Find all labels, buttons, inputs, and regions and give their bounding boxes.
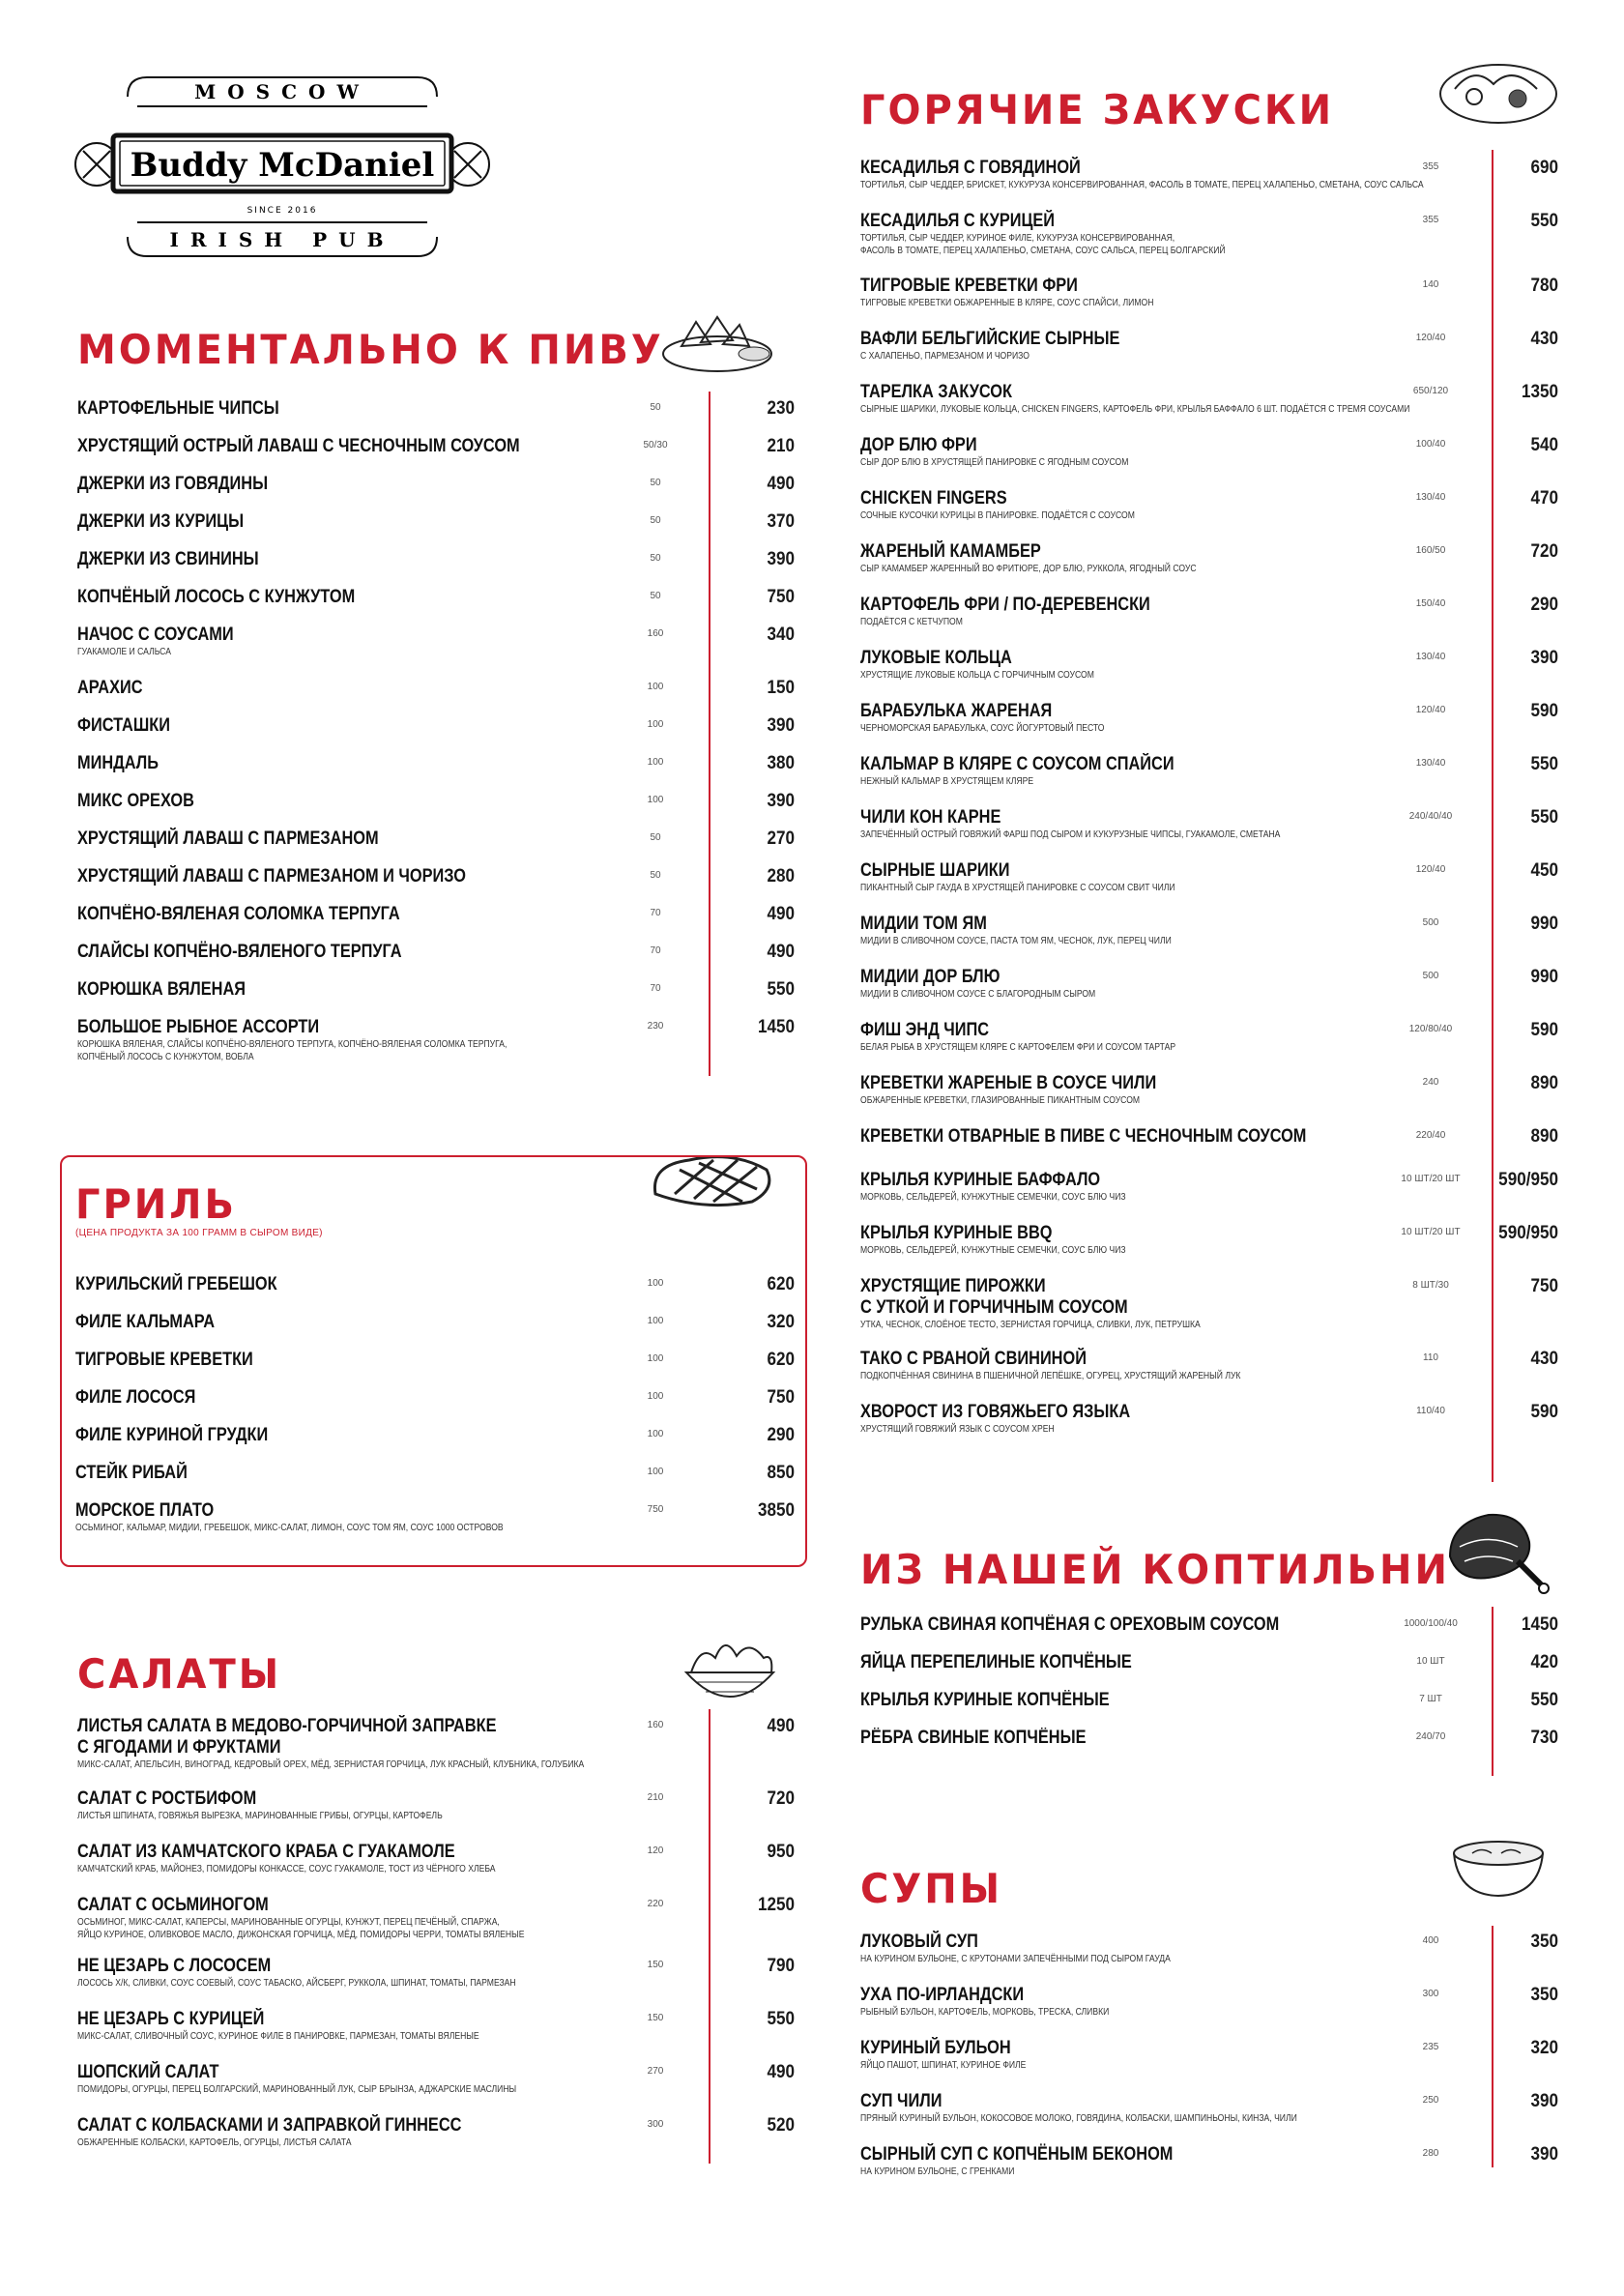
item-price: 550 (1530, 807, 1558, 828)
hot-snacks-section (860, 87, 1335, 134)
item-description: МИКС-САЛАТ, АПЕЛЬСИН, ВИНОГРАД, КЕДРОВЫЙ ОРЕХ, МЁД, ЗЕРНИСТАЯ ГОРЧИЦА, ЛУК КРАСНЫЙ, КЛУБНИКА, ГОЛУБИКА (77, 1759, 585, 1770)
item-price: 590 (1530, 1402, 1558, 1422)
item-description: НА КУРИНОМ БУЛЬОНЕ, С КРУТОНАМИ ЗАПЕЧЁННЫМИ ПОД СЫРОМ ГАУДА (860, 1954, 1171, 1964)
section-title: ГОРЯЧИЕ ЗАКУСКИ (860, 87, 1335, 134)
section-subtitle: (ЦЕНА ПРОДУКТА ЗА 100 ГРАММ В СЫРОМ ВИДЕ) (75, 1228, 323, 1238)
item-description: ОБЖАРЕННЫЕ КОЛБАСКИ, КАРТОФЕЛЬ, ОГУРЦЫ, ЛИСТЬЯ САЛАТА (77, 2137, 352, 2148)
item-price: 550 (1530, 211, 1558, 231)
item-price: 390 (767, 715, 795, 736)
item-weight: 160 (647, 1720, 664, 1730)
item-description: КОРЮШКА ВЯЛЕНАЯ, СЛАЙСЫ КОПЧЁНО-ВЯЛЕНОГО ТЕРПУГА, КОПЧЁНО-ВЯЛЕНАЯ СОЛОМКА ТЕРПУГА, (77, 1039, 508, 1050)
item-weight: 150 (647, 1960, 664, 1970)
item-price: 1450 (1521, 1614, 1558, 1635)
item-weight: 750 (647, 1504, 664, 1515)
item-name: ЖАРЕНЫЙ КАМАМБЕР (860, 541, 1041, 562)
item-description: СЫР ДОР БЛЮ В ХРУСТЯЩЕЙ ПАНИРОВКЕ С ЯГОДНЫМ СОУСОМ (860, 457, 1129, 468)
item-price: 550 (1530, 1690, 1558, 1710)
item-name: ТИГРОВЫЕ КРЕВЕТКИ ФРИ (860, 276, 1078, 296)
item-price: 520 (767, 2115, 795, 2136)
item-price: 550 (767, 979, 795, 1000)
item-weight: 160 (647, 628, 664, 639)
item-weight: 50 (650, 553, 661, 564)
item-name: КАРТОФЕЛЬНЫЕ ЧИПСЫ (77, 398, 279, 419)
logo-top-text: MOSCOW (194, 80, 370, 103)
item-price: 990 (1530, 914, 1558, 934)
price-divider (709, 392, 710, 1076)
item-name: ТАРЕЛКА ЗАКУСОК (860, 382, 1012, 402)
item-name: ТАКО С РВАНОЙ СВИНИНОЙ (860, 1349, 1087, 1369)
item-description: ЧЕРНОМОРСКАЯ БАРАБУЛЬКА, СОУС ЙОГУРТОВЫЙ ПЕСТО (860, 723, 1105, 734)
item-name: ЯЙЦА ПЕРЕПЕЛИНЫЕ КОПЧЁНЫЕ (860, 1652, 1132, 1672)
item-weight: 10 ШТ (1416, 1656, 1445, 1667)
item-description: МИКС-САЛАТ, СЛИВОЧНЫЙ СОУС, КУРИНОЕ ФИЛЕ В ПАНИРОВКЕ, ПАРМЕЗАН, ТОМАТЫ ВЯЛЕНЫЕ (77, 2031, 479, 2042)
item-name: ФИШ ЭНД ЧИПС (860, 1020, 990, 1040)
item-name: МИДИИ ДОР БЛЮ (860, 967, 1000, 987)
item-name: ДЖЕРКИ ИЗ СВИНИНЫ (77, 549, 259, 569)
item-price: 1350 (1521, 382, 1558, 402)
item-name-line2: С ЯГОДАМИ И ФРУКТАМИ (77, 1737, 281, 1758)
item-description: ТОРТИЛЬЯ, СЫР ЧЕДДЕР, КУРИНОЕ ФИЛЕ, КУКУРУЗА КОНСЕРВИРОВАННАЯ, (860, 233, 1175, 244)
item-description: ХРУСТЯЩИЕ ЛУКОВЫЕ КОЛЬЦА С ГОРЧИЧНЫМ СОУСОМ (860, 670, 1094, 681)
item-price: 790 (767, 1956, 795, 1976)
item-weight: 130/40 (1415, 758, 1446, 769)
item-name: НЕ ЦЕЗАРЬ С КУРИЦЕЙ (77, 2009, 265, 2029)
smokehouse-section (860, 1547, 1450, 1594)
item-name: КРЫЛЬЯ КУРИНЫЕ BBQ (860, 1223, 1053, 1243)
item-price: 320 (767, 1312, 795, 1332)
item-weight: 240/40/40 (1408, 811, 1453, 822)
item-name: МИНДАЛЬ (77, 753, 160, 773)
soups-section (860, 1866, 1003, 1913)
item-name: КРЕВЕТКИ ЖАРЕНЫЕ В СОУСЕ ЧИЛИ (860, 1073, 1157, 1093)
item-price: 350 (1530, 1932, 1558, 1952)
item-price: 490 (767, 904, 795, 924)
item-weight: 100 (647, 1467, 664, 1477)
item-price: 420 (1530, 1652, 1558, 1672)
item-name: КОПЧЁНЫЙ ЛОСОСЬ С КУНЖУТОМ (77, 587, 356, 607)
item-price: 390 (767, 549, 795, 569)
item-price: 590/950 (1498, 1223, 1558, 1243)
item-weight: 1000/100/40 (1404, 1618, 1458, 1629)
item-name-line2: С УТКОЙ И ГОРЧИЧНЫМ СОУСОМ (860, 1297, 1128, 1318)
item-description: ТИГРОВЫЕ КРЕВЕТКИ ОБЖАРЕННЫЕ В КЛЯРЕ, СОУС СПАЙСИ, ЛИМОН (860, 298, 1154, 308)
item-weight: 280 (1422, 2148, 1439, 2159)
item-name: CHICKEN FINGERS (860, 488, 1007, 509)
salad-bowl-icon (677, 1629, 783, 1716)
item-name: БОЛЬШОЕ РЫБНОЕ АССОРТИ (77, 1017, 320, 1037)
item-description: ЯЙЦО ПАШОТ, ШПИНАТ, КУРИНОЕ ФИЛЕ (860, 2060, 1027, 2071)
item-weight: 50/30 (643, 440, 668, 450)
item-price: 550 (1530, 754, 1558, 774)
item-description: С ХАЛАПЕНЬО, ПАРМЕЗАНОМ И ЧОРИЗО (860, 351, 1030, 362)
item-price: 150 (767, 678, 795, 698)
item-description: ОБЖАРЕННЫЕ КРЕВЕТКИ, ГЛАЗИРОВАННЫЕ ПИКАНТНЫМ СОУСОМ (860, 1095, 1141, 1106)
item-description: ПОДКОПЧЁННАЯ СВИНИНА В ПШЕНИЧНОЙ ЛЕПЁШКЕ, ОГУРЕЦ, ХРУСТЯЩИЙ ЖАРЕНЫЙ ЛУК (860, 1371, 1241, 1381)
item-name: ВАФЛИ БЕЛЬГИЙСКИЕ СЫРНЫЕ (860, 329, 1120, 349)
item-name: САЛАТ С ОСЬМИНОГОМ (77, 1895, 269, 1915)
item-weight: 150 (647, 2013, 664, 2023)
item-price: 320 (1530, 2038, 1558, 2058)
item-weight: 50 (650, 402, 661, 413)
item-description: ХРУСТЯЩИЙ ГОВЯЖИЙ ЯЗЫК С СОУСОМ ХРЕН (860, 1424, 1055, 1435)
item-price: 990 (1530, 967, 1558, 987)
item-name: ФИЛЕ КУРИНОЙ ГРУДКИ (75, 1425, 269, 1445)
item-name: ШОПСКИЙ САЛАТ (77, 2062, 219, 2082)
item-price: 490 (767, 474, 795, 494)
item-description: МОРКОВЬ, СЕЛЬДЕРЕЙ, КУНЖУТНЫЕ СЕМЕЧКИ, СОУС БЛЮ ЧИЗ (860, 1192, 1126, 1203)
logo-bottom-text: IRISH PUB (169, 228, 395, 251)
section-title: ГРИЛЬ (75, 1181, 237, 1229)
item-weight: 50 (650, 832, 661, 843)
item-weight: 240 (1422, 1077, 1439, 1088)
item-price: 780 (1530, 276, 1558, 296)
item-description: ПРЯНЫЙ КУРИНЫЙ БУЛЬОН, КОКОСОВОЕ МОЛОКО, ГОВЯДИНА, КОЛБАСКИ, ШАМПИНЬОНЫ, КИНЗА, ЧИЛИ (860, 2113, 1297, 2124)
item-weight: 230 (647, 1021, 664, 1032)
item-name: КАЛЬМАР В КЛЯРЕ С СОУСОМ СПАЙСИ (860, 754, 1174, 774)
item-name: МИДИИ ТОМ ЯМ (860, 914, 987, 934)
item-weight: 50 (650, 591, 661, 601)
section-title: САЛАТЫ (77, 1651, 282, 1699)
item-price: 590/950 (1498, 1170, 1558, 1190)
item-weight: 10 ШТ/20 ШТ (1401, 1174, 1461, 1184)
section-title: СУПЫ (860, 1866, 1003, 1913)
item-price: 1250 (757, 1895, 795, 1915)
item-price: 450 (1530, 860, 1558, 881)
item-price: 1450 (757, 1017, 795, 1037)
item-price: 890 (1530, 1126, 1558, 1147)
grill-section (75, 1181, 323, 1238)
item-weight: 100 (647, 795, 664, 805)
item-description: ЛИСТЬЯ ШПИНАТА, ГОВЯЖЬЯ ВЫРЕЗКА, МАРИНОВАННЫЕ ГРИБЫ, ОГУРЦЫ, КАРТОФЕЛЬ (77, 1811, 443, 1821)
item-price: 390 (1530, 2091, 1558, 2111)
item-weight: 10 ШТ/20 ШТ (1401, 1227, 1461, 1237)
item-weight: 100/40 (1415, 439, 1446, 450)
item-price: 490 (767, 1716, 795, 1736)
item-name: СЛАЙСЫ КОПЧЁНО-ВЯЛЕНОГО ТЕРПУГА (77, 942, 402, 962)
item-description: ЗАПЕЧЁННЫЙ ОСТРЫЙ ГОВЯЖИЙ ФАРШ ПОД СЫРОМ И КУКУРУЗНЫЕ ЧИПСЫ, ГУАКАМОЛЕ, СМЕТАНА (860, 829, 1281, 840)
item-weight: 7 ШТ (1419, 1694, 1442, 1704)
item-name: ЛУКОВЫЕ КОЛЬЦА (860, 648, 1012, 668)
item-name: УХА ПО-ИРЛАНДСКИ (860, 1985, 1025, 2005)
item-weight: 8 ШТ/30 (1412, 1280, 1449, 1291)
price-divider (709, 1709, 710, 2164)
logo-since: SINCE 2016 (246, 206, 318, 216)
item-weight: 70 (650, 945, 661, 956)
item-name: САЛАТ ИЗ КАМЧАТСКОГО КРАБА С ГУАКАМОЛЕ (77, 1842, 455, 1862)
item-weight: 100 (647, 719, 664, 730)
item-weight: 110 (1423, 1352, 1438, 1363)
item-name: ДЖЕРКИ ИЗ ГОВЯДИНЫ (77, 474, 269, 494)
item-name: СЫРНЫЕ ШАРИКИ (860, 860, 1010, 881)
soup-bowl-icon (1448, 1832, 1550, 1900)
item-name: КУРИЛЬСКИЙ ГРЕБЕШОК (75, 1274, 277, 1294)
item-weight: 300 (647, 2119, 664, 2130)
item-price: 550 (767, 2009, 795, 2029)
item-name: ХРУСТЯЩИЙ ЛАВАШ С ПАРМЕЗАНОМ (77, 828, 379, 849)
item-name: ТИГРОВЫЕ КРЕВЕТКИ (75, 1350, 253, 1370)
item-name: ЛУКОВЫЙ СУП (860, 1932, 978, 1952)
item-description: ГУАКАМОЛЕ И САЛЬСА (77, 647, 171, 657)
item-weight: 100 (647, 1316, 664, 1326)
item-name: РЁБРА СВИНЫЕ КОПЧЁНЫЕ (860, 1728, 1087, 1748)
item-description: ПОМИДОРЫ, ОГУРЦЫ, ПЕРЕЦ БОЛГАРСКИЙ, МАРИНОВАННЫЙ ЛУК, СЫР БРЫНЗА, АДЖАРСКИЕ МАСЛИНЫ (77, 2084, 517, 2095)
item-price: 720 (1530, 541, 1558, 562)
item-description: БЕЛАЯ РЫБА В ХРУСТЯЩЕМ КЛЯРЕ С КАРТОФЕЛЕМ ФРИ И СОУСОМ ТАРТАР (860, 1042, 1176, 1053)
item-weight: 150/40 (1415, 598, 1446, 609)
snack-plate-icon (657, 307, 783, 375)
item-price: 730 (1530, 1728, 1558, 1748)
item-price: 590 (1530, 1020, 1558, 1040)
item-weight: 140 (1422, 279, 1439, 290)
item-weight: 220/40 (1415, 1130, 1446, 1141)
item-weight: 120/40 (1415, 333, 1446, 343)
item-price: 370 (767, 511, 795, 532)
item-weight: 250 (1422, 2095, 1439, 2106)
item-description-line2: КОПЧЁНЫЙ ЛОСОСЬ С КУНЖУТОМ, ВОБЛА (77, 1052, 254, 1062)
item-name: КРЫЛЬЯ КУРИНЫЕ БАФФАЛО (860, 1170, 1101, 1190)
item-price: 490 (767, 942, 795, 962)
item-description-line2: ФАСОЛЬ В ТОМАТЕ, ПЕРЕЦ ХАЛАПЕНЬО, СМЕТАНА, СОУС САЛЬСА, ПЕРЕЦ БОЛГАРСКИЙ (860, 246, 1226, 256)
item-name: ФИЛЕ ЛОСОСЯ (75, 1387, 196, 1408)
item-name: САЛАТ С РОСТБИФОМ (77, 1788, 257, 1809)
item-price: 350 (1530, 1985, 1558, 2005)
item-description: УТКА, ЧЕСНОК, СЛОЁНОЕ ТЕСТО, ЗЕРНИСТАЯ ГОРЧИЦА, СЛИВКИ, ЛУК, ПЕТРУШКА (860, 1320, 1201, 1330)
item-weight: 160/50 (1415, 545, 1446, 556)
item-weight: 500 (1422, 971, 1439, 981)
item-price: 490 (767, 2062, 795, 2082)
item-name: КРЫЛЬЯ КУРИНЫЕ КОПЧЁНЫЕ (860, 1690, 1110, 1710)
item-weight: 100 (647, 1353, 664, 1364)
item-price: 380 (767, 753, 795, 773)
item-weight: 240/70 (1415, 1731, 1446, 1742)
item-description: РЫБНЫЙ БУЛЬОН, КАРТОФЕЛЬ, МОРКОВЬ, ТРЕСКА, СЛИВКИ (860, 2007, 1110, 2018)
item-price: 620 (767, 1274, 795, 1294)
item-weight: 120/80/40 (1408, 1024, 1453, 1034)
item-price: 750 (767, 1387, 795, 1408)
item-description: ПИКАНТНЫЙ СЫР ГАУДА В ХРУСТЯЩЕЙ ПАНИРОВКЕ С СОУСОМ СВИТ ЧИЛИ (860, 883, 1175, 893)
item-name: ХВОРОСТ ИЗ ГОВЯЖЬЕГО ЯЗЫКА (860, 1402, 1131, 1422)
item-weight: 120/40 (1415, 705, 1446, 715)
item-price: 720 (767, 1788, 795, 1809)
item-weight: 130/40 (1415, 492, 1446, 503)
item-name: ФИСТАШКИ (77, 715, 170, 736)
beer-snacks-section (77, 327, 664, 374)
item-name: ДЖЕРКИ ИЗ КУРИЦЫ (77, 511, 245, 532)
item-description: КАМЧАТСКИЙ КРАБ, МАЙОНЕЗ, ПОМИДОРЫ КОНКАССЕ, СОУС ГУАКАМОЛЕ, ТОСТ ИЗ ЧЁРНОГО ХЛЕБА (77, 1864, 496, 1875)
item-weight: 50 (650, 870, 661, 881)
hot-snacks-plate-icon (1436, 50, 1561, 132)
item-name: КОПЧЁНО-ВЯЛЕНАЯ СОЛОМКА ТЕРПУГА (77, 904, 400, 924)
item-name: ХРУСТЯЩИЕ ПИРОЖКИ (860, 1276, 1046, 1296)
item-name: КАРТОФЕЛЬ ФРИ / ПО-ДЕРЕВЕНСКИ (860, 595, 1150, 615)
item-weight: 50 (650, 478, 661, 488)
item-name: ХРУСТЯЩИЙ ОСТРЫЙ ЛАВАШ С ЧЕСНОЧНЫМ СОУСОМ (77, 436, 520, 456)
item-price: 690 (1530, 158, 1558, 178)
item-name: АРАХИС (77, 678, 143, 698)
item-name: НАЧОС С СОУСАМИ (77, 625, 234, 645)
item-price: 890 (1530, 1073, 1558, 1093)
item-price: 390 (1530, 2144, 1558, 2165)
item-name: РУЛЬКА СВИНАЯ КОПЧЁНАЯ С ОРЕХОВЫМ СОУСОМ (860, 1614, 1280, 1635)
item-description: ТОРТИЛЬЯ, СЫР ЧЕДДЕР, БРИСКЕТ, КУКУРУЗА КОНСЕРВИРОВАННАЯ, ФАСОЛЬ В ТОМАТЕ, ПЕРЕЦ ХАЛАПЕНЬО, СМЕТАНА, СОУС САЛЬСА (860, 180, 1424, 190)
item-description: ОСЬМИНОГ, КАЛЬМАР, МИДИИ, ГРЕБЕШОК, МИКС-САЛАТ, ЛИМОН, СОУС ТОМ ЯМ, СОУС 1000 ОСТРОВОВ (75, 1523, 504, 1533)
item-price: 230 (767, 398, 795, 419)
item-price: 430 (1530, 1349, 1558, 1369)
item-price: 390 (767, 791, 795, 811)
item-weight: 100 (647, 682, 664, 692)
item-name: КУРИНЫЙ БУЛЬОН (860, 2038, 1011, 2058)
item-description: ОСЬМИНОГ, МИКС-САЛАТ, КАПЕРСЫ, МАРИНОВАННЫЕ ОГУРЦЫ, КУНЖУТ, ПЕРЕЦ ПЕЧЁНЫЙ, СПАРЖА, (77, 1917, 500, 1928)
item-price: 270 (767, 828, 795, 849)
item-description-line2: ЯЙЦО КУРИНОЕ, ОЛИВКОВОЕ МАСЛО, ДИЖОНСКАЯ ГОРЧИЦА, МЁД, ПОМИДОРЫ ЧЕРРИ, ТОМАТЫ ВЯЛЕНЫЕ (77, 1930, 525, 1940)
item-price: 750 (767, 587, 795, 607)
item-weight: 400 (1422, 1935, 1439, 1946)
section-title: МОМЕНТАЛЬНО К ПИВУ (77, 327, 664, 374)
section-title: ИЗ НАШЕЙ КОПТИЛЬНИ (860, 1547, 1450, 1594)
item-weight: 50 (650, 515, 661, 526)
item-description: МИДИИ В СЛИВОЧНОМ СОУСЕ С БЛАГОРОДНЫМ СЫРОМ (860, 989, 1096, 1000)
item-weight: 100 (647, 757, 664, 768)
item-name: КЕСАДИЛЬЯ С ГОВЯДИНОЙ (860, 158, 1081, 178)
item-price: 950 (767, 1842, 795, 1862)
item-weight: 355 (1422, 215, 1439, 225)
item-price: 340 (767, 625, 795, 645)
item-weight: 500 (1422, 917, 1439, 928)
item-weight: 70 (650, 908, 661, 918)
item-description: ЛОСОСЬ Х/К, СЛИВКИ, СОУС СОЕВЫЙ, СОУС ТАБАСКО, АЙСБЕРГ, РУККОЛА, ШПИНАТ, ТОМАТЫ, ПАРМЕЗАН (77, 1978, 516, 1989)
item-description: ПОДАЁТСЯ С КЕТЧУПОМ (860, 617, 963, 627)
item-name: СТЕЙК РИБАЙ (75, 1463, 188, 1483)
item-price: 470 (1530, 488, 1558, 509)
item-price: 290 (767, 1425, 795, 1445)
item-weight: 120/40 (1415, 864, 1446, 875)
item-price: 430 (1530, 329, 1558, 349)
item-name: ДОР БЛЮ ФРИ (860, 435, 977, 455)
item-weight: 100 (647, 1278, 664, 1289)
item-name: ЛИСТЬЯ САЛАТА В МЕДОВО-ГОРЧИЧНОЙ ЗАПРАВКЕ (77, 1716, 497, 1736)
item-weight: 100 (647, 1429, 664, 1439)
item-name: БАРАБУЛЬКА ЖАРЕНАЯ (860, 701, 1053, 721)
item-price: 590 (1530, 701, 1558, 721)
item-name: КРЕВЕТКИ ОТВАРНЫЕ В ПИВЕ С ЧЕСНОЧНЫМ СОУСОМ (860, 1126, 1307, 1147)
item-price: 540 (1530, 435, 1558, 455)
item-name: СЫРНЫЙ СУП С КОПЧЁНЫМ БЕКОНОМ (860, 2144, 1174, 2165)
item-weight: 100 (647, 1391, 664, 1402)
item-weight: 210 (647, 1792, 664, 1803)
item-weight: 130/40 (1415, 652, 1446, 662)
item-description: МОРКОВЬ, СЕЛЬДЕРЕЙ, КУНЖУТНЫЕ СЕМЕЧКИ, СОУС БЛЮ ЧИЗ (860, 1245, 1126, 1256)
item-weight: 300 (1422, 1989, 1439, 1999)
item-weight: 650/120 (1412, 386, 1449, 396)
item-weight: 70 (650, 983, 661, 994)
item-name: КОРЮШКА ВЯЛЕНАЯ (77, 979, 246, 1000)
item-weight: 220 (647, 1899, 664, 1909)
salads-section (77, 1651, 282, 1699)
item-name: САЛАТ С КОЛБАСКАМИ И ЗАПРАВКОЙ ГИННЕСС (77, 2115, 462, 2136)
item-weight: 235 (1422, 2042, 1439, 2052)
item-price: 3850 (757, 1500, 795, 1521)
item-name: ЧИЛИ КОН КАРНЕ (860, 807, 1001, 828)
item-weight: 270 (647, 2066, 664, 2077)
item-description: НА КУРИНОМ БУЛЬОНЕ, С ГРЕНКАМИ (860, 2166, 1015, 2177)
item-price: 750 (1530, 1276, 1558, 1296)
pub-logo (70, 58, 495, 280)
item-weight: 110/40 (1416, 1406, 1445, 1416)
item-name: МИКС ОРЕХОВ (77, 791, 194, 811)
item-price: 280 (767, 866, 795, 886)
smoked-ham-icon (1440, 1503, 1552, 1595)
item-price: 290 (1530, 595, 1558, 615)
item-description: НЕЖНЫЙ КАЛЬМАР В ХРУСТЯЩЕМ КЛЯРЕ (860, 776, 1034, 787)
item-price: 210 (767, 436, 795, 456)
item-name: ХРУСТЯЩИЙ ЛАВАШ С ПАРМЕЗАНОМ И ЧОРИЗО (77, 866, 466, 886)
item-name: НЕ ЦЕЗАРЬ С ЛОСОСЕМ (77, 1956, 272, 1976)
item-price: 850 (767, 1463, 795, 1483)
item-price: 620 (767, 1350, 795, 1370)
item-description: МИДИИ В СЛИВОЧНОМ СОУСЕ, ПАСТА ТОМ ЯМ, ЧЕСНОК, ЛУК, ПЕРЕЦ ЧИЛИ (860, 936, 1172, 946)
item-weight: 355 (1422, 161, 1439, 172)
logo-name: Buddy McDaniel (130, 146, 435, 185)
item-name: МОРСКОЕ ПЛАТО (75, 1500, 215, 1521)
item-description: СЫР КАМАМБЕР ЖАРЕННЫЙ ВО ФРИТЮРЕ, ДОР БЛЮ, РУККОЛА, ЯГОДНЫЙ СОУС (860, 564, 1197, 574)
item-name: ФИЛЕ КАЛЬМАРА (75, 1312, 216, 1332)
item-price: 390 (1530, 648, 1558, 668)
item-description: СОЧНЫЕ КУСОЧКИ КУРИЦЫ В ПАНИРОВКЕ. ПОДАЁТСЯ С СОУСОМ (860, 510, 1135, 521)
item-weight: 120 (647, 1846, 664, 1856)
item-name: КЕСАДИЛЬЯ С КУРИЦЕЙ (860, 211, 1056, 231)
item-description: СЫРНЫЕ ШАРИКИ, ЛУКОВЫЕ КОЛЬЦА, CHICKEN FINGERS, КАРТОФЕЛЬ ФРИ, КРЫЛЬЯ БАФФАЛО 6 ШТ. ПОДАЁТСЯ С ТРЕМЯ СОУСАМИ (860, 404, 1410, 415)
item-name: СУП ЧИЛИ (860, 2091, 942, 2111)
